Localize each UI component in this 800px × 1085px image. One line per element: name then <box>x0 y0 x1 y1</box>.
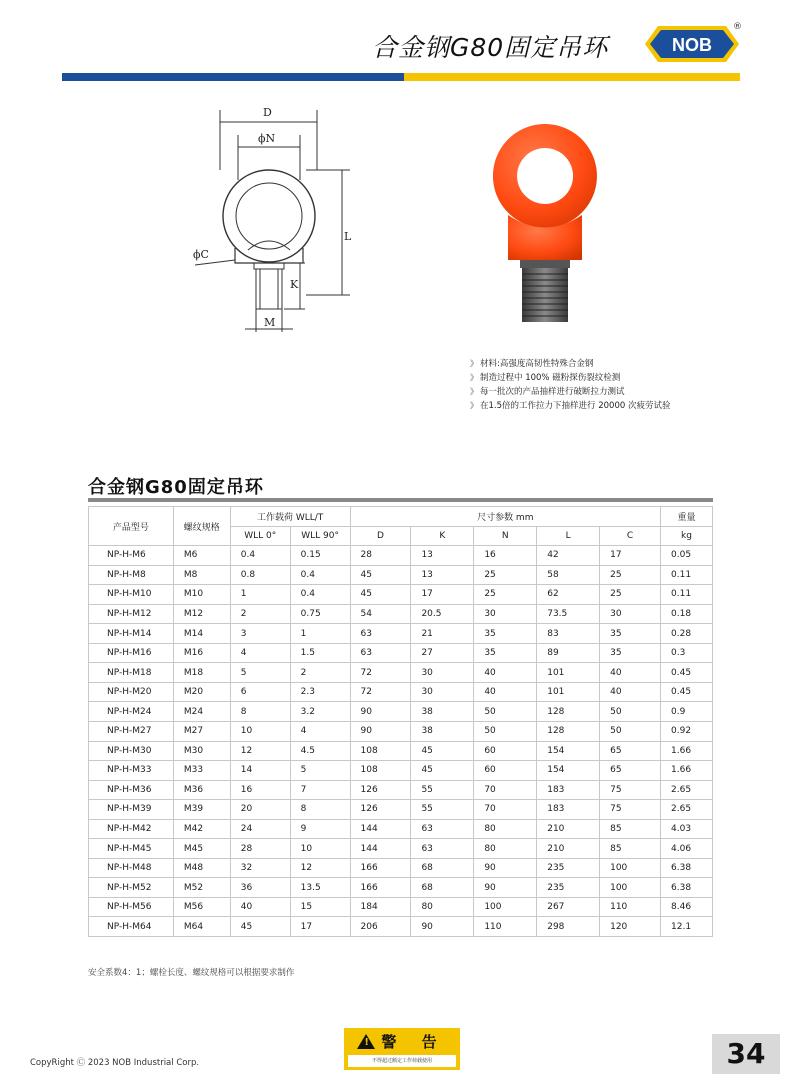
table-cell: 0.4 <box>290 585 350 605</box>
table-cell: 14 <box>230 761 290 781</box>
table-cell: 128 <box>537 702 600 722</box>
table-cell: NP-H-M33 <box>89 761 174 781</box>
table-row <box>89 917 713 937</box>
table-cell: NP-H-M16 <box>89 643 174 663</box>
table-cell: 4.06 <box>661 839 713 859</box>
table-cell: 17 <box>411 585 474 605</box>
section-title: 合金钢G80固定吊环 <box>88 477 264 498</box>
table-row <box>89 897 713 917</box>
table-cell: 12.1 <box>661 917 713 937</box>
table-cell: 45 <box>350 565 411 585</box>
table-cell: 0.45 <box>661 682 713 702</box>
table-cell: M48 <box>173 858 230 878</box>
table-cell: 267 <box>537 897 600 917</box>
table-cell: 144 <box>350 819 411 839</box>
table-cell: 235 <box>537 878 600 898</box>
table-cell: 28 <box>350 546 411 566</box>
table-cell: NP-H-M6 <box>89 546 174 566</box>
footnote: 安全系数4：1；螺栓长度、螺纹规格可以根据要求制作 <box>88 968 295 978</box>
table-cell: 8 <box>290 800 350 820</box>
header-k: K <box>411 526 474 546</box>
table-cell: 5 <box>230 663 290 683</box>
table-cell: 210 <box>537 819 600 839</box>
table-cell: 40 <box>230 897 290 917</box>
header-d: D <box>350 526 411 546</box>
table-cell: 25 <box>474 585 537 605</box>
table-cell: 25 <box>600 585 661 605</box>
table-cell: 80 <box>411 897 474 917</box>
table-cell: 89 <box>537 643 600 663</box>
table-cell: M36 <box>173 780 230 800</box>
feature-item: 》 材料:高强度高韧性特殊合金钢 <box>470 357 670 371</box>
table-cell: NP-H-M30 <box>89 741 174 761</box>
table-cell: 126 <box>350 800 411 820</box>
table-row <box>89 643 713 663</box>
table-cell: 0.8 <box>230 565 290 585</box>
table-cell: 36 <box>230 878 290 898</box>
table-cell: 35 <box>474 643 537 663</box>
table-cell: 2.3 <box>290 682 350 702</box>
table-cell: 144 <box>350 839 411 859</box>
table-cell: 40 <box>474 663 537 683</box>
table-cell: NP-H-M42 <box>89 819 174 839</box>
logo-text: NOB <box>672 35 712 55</box>
table-cell: 183 <box>537 780 600 800</box>
table-cell: 30 <box>411 663 474 683</box>
table-row <box>89 761 713 781</box>
table-cell: 90 <box>350 722 411 742</box>
table-cell: 0.75 <box>290 604 350 624</box>
table-cell: 154 <box>537 741 600 761</box>
table-cell: 0.45 <box>661 663 713 683</box>
table-cell: 8 <box>230 702 290 722</box>
feature-item: 》 在1.5倍的工作拉力下抽样进行 20000 次疲劳试验 <box>470 399 670 413</box>
table-cell: M10 <box>173 585 230 605</box>
table-cell: 75 <box>600 780 661 800</box>
table-cell: 45 <box>411 741 474 761</box>
table-cell: NP-H-M56 <box>89 897 174 917</box>
table-cell: 63 <box>411 839 474 859</box>
eye-bolt-technical-drawing <box>190 100 360 340</box>
table-row <box>89 624 713 644</box>
table-cell: 30 <box>411 682 474 702</box>
table-cell: 1.66 <box>661 741 713 761</box>
header-wll: 工作载荷 WLL/T <box>230 507 350 527</box>
table-cell: 30 <box>474 604 537 624</box>
table-cell: 100 <box>600 878 661 898</box>
table-cell: 45 <box>411 761 474 781</box>
table-cell: 4 <box>230 643 290 663</box>
warning-title: 警 告 <box>381 1032 447 1051</box>
table-cell: 72 <box>350 682 411 702</box>
table-cell: 55 <box>411 800 474 820</box>
header-band-yellow <box>404 73 740 81</box>
table-row <box>89 682 713 702</box>
table-cell: 0.11 <box>661 585 713 605</box>
table-cell: 85 <box>600 839 661 859</box>
table-cell: 50 <box>600 702 661 722</box>
table-cell: 90 <box>350 702 411 722</box>
table-cell: 40 <box>474 682 537 702</box>
table-cell: 12 <box>230 741 290 761</box>
table-cell: 45 <box>230 917 290 937</box>
table-cell: 90 <box>474 858 537 878</box>
table-cell: 210 <box>537 839 600 859</box>
table-cell: 2.65 <box>661 800 713 820</box>
table-cell: 128 <box>537 722 600 742</box>
spec-table <box>88 506 713 937</box>
table-cell: 13.5 <box>290 878 350 898</box>
table-cell: M42 <box>173 819 230 839</box>
table-row <box>89 702 713 722</box>
table-cell: 4.5 <box>290 741 350 761</box>
table-cell: 10 <box>290 839 350 859</box>
table-row <box>89 878 713 898</box>
table-cell: 13 <box>411 546 474 566</box>
table-cell: NP-H-M52 <box>89 878 174 898</box>
header-band-blue <box>62 73 404 81</box>
table-cell: 17 <box>290 917 350 937</box>
table-cell: 38 <box>411 722 474 742</box>
table-cell: NP-H-M48 <box>89 858 174 878</box>
table-cell: 110 <box>474 917 537 937</box>
dim-label-c: ϕC <box>193 248 209 261</box>
table-cell: NP-H-M36 <box>89 780 174 800</box>
table-cell: 60 <box>474 761 537 781</box>
table-cell: 3.2 <box>290 702 350 722</box>
table-cell: 8.46 <box>661 897 713 917</box>
table-cell: 6.38 <box>661 858 713 878</box>
table-cell: 50 <box>600 722 661 742</box>
table-row <box>89 546 713 566</box>
table-cell: 3 <box>230 624 290 644</box>
table-cell: 62 <box>537 585 600 605</box>
table-cell: 0.4 <box>230 546 290 566</box>
table-cell: NP-H-M14 <box>89 624 174 644</box>
table-cell: NP-H-M39 <box>89 800 174 820</box>
table-cell: M33 <box>173 761 230 781</box>
table-cell: 28 <box>230 839 290 859</box>
table-cell: 0.15 <box>290 546 350 566</box>
table-cell: 100 <box>474 897 537 917</box>
table-cell: M52 <box>173 878 230 898</box>
header-kg: kg <box>661 526 713 546</box>
registered-mark: ® <box>733 22 742 32</box>
eye-bolt-product-photo <box>490 120 600 325</box>
table-cell: 10 <box>230 722 290 742</box>
table-cell: 1.5 <box>290 643 350 663</box>
header-thread: 螺纹规格 <box>173 507 230 546</box>
table-row <box>89 663 713 683</box>
table-cell: 73.5 <box>537 604 600 624</box>
table-cell: 90 <box>474 878 537 898</box>
table-cell: NP-H-M64 <box>89 917 174 937</box>
page-title: 合金钢G80固定吊环 <box>372 33 609 62</box>
warning-icon: ! <box>357 1034 375 1049</box>
page-number: 34 <box>712 1034 780 1074</box>
table-cell: 70 <box>474 800 537 820</box>
table-cell: 72 <box>350 663 411 683</box>
table-cell: 1 <box>230 585 290 605</box>
table-cell: 63 <box>350 643 411 663</box>
table-cell: M30 <box>173 741 230 761</box>
table-cell: 5 <box>290 761 350 781</box>
table-cell: M16 <box>173 643 230 663</box>
table-cell: 17 <box>600 546 661 566</box>
table-cell: 40 <box>600 682 661 702</box>
table-cell: 40 <box>600 663 661 683</box>
table-cell: 30 <box>600 604 661 624</box>
warning-subtitle: 不得超过额定工作荷载使用 <box>348 1055 456 1067</box>
table-row <box>89 858 713 878</box>
header-wll90: WLL 90° <box>290 526 350 546</box>
copyright: CopyRight Ⓒ 2023 NOB Industrial Corp. <box>30 1058 200 1068</box>
table-cell: 45 <box>350 585 411 605</box>
table-cell: M8 <box>173 565 230 585</box>
dim-label-k: K <box>290 278 299 291</box>
table-cell: 0.9 <box>661 702 713 722</box>
table-cell: NP-H-M27 <box>89 722 174 742</box>
table-cell: 63 <box>411 819 474 839</box>
table-cell: 35 <box>600 624 661 644</box>
table-cell: M64 <box>173 917 230 937</box>
table-cell: 0.11 <box>661 565 713 585</box>
table-cell: 126 <box>350 780 411 800</box>
table-cell: 2 <box>290 663 350 683</box>
table-cell: 15 <box>290 897 350 917</box>
table-cell: 60 <box>474 741 537 761</box>
table-cell: 80 <box>474 819 537 839</box>
table-cell: 298 <box>537 917 600 937</box>
table-cell: 83 <box>537 624 600 644</box>
table-row <box>89 780 713 800</box>
table-row <box>89 741 713 761</box>
table-cell: 0.4 <box>290 565 350 585</box>
table-cell: 184 <box>350 897 411 917</box>
table-cell: 35 <box>474 624 537 644</box>
table-cell: 24 <box>230 819 290 839</box>
table-row <box>89 800 713 820</box>
table-cell: 6 <box>230 682 290 702</box>
table-cell: 0.92 <box>661 722 713 742</box>
table-cell: 6.38 <box>661 878 713 898</box>
table-cell: M12 <box>173 604 230 624</box>
table-cell: 63 <box>350 624 411 644</box>
table-cell: M24 <box>173 702 230 722</box>
table-cell: 70 <box>474 780 537 800</box>
table-cell: NP-H-M24 <box>89 702 174 722</box>
table-cell: 100 <box>600 858 661 878</box>
header-dims: 尺寸参数 mm <box>350 507 660 527</box>
table-cell: M27 <box>173 722 230 742</box>
table-cell: 2 <box>230 604 290 624</box>
table-cell: 65 <box>600 761 661 781</box>
table-cell: 0.18 <box>661 604 713 624</box>
table-cell: 120 <box>600 917 661 937</box>
table-cell: 101 <box>537 682 600 702</box>
table-cell: 206 <box>350 917 411 937</box>
table-cell: M20 <box>173 682 230 702</box>
table-cell: M14 <box>173 624 230 644</box>
dim-label-d: D <box>263 106 272 119</box>
table-cell: M18 <box>173 663 230 683</box>
table-cell: 54 <box>350 604 411 624</box>
table-cell: 110 <box>600 897 661 917</box>
header-l: L <box>537 526 600 546</box>
nob-logo <box>644 24 740 64</box>
header-weight: 重量 <box>661 507 713 527</box>
table-cell: 108 <box>350 761 411 781</box>
header-model: 产品型号 <box>89 507 174 546</box>
table-cell: 1.66 <box>661 761 713 781</box>
dim-label-l: L <box>344 230 352 243</box>
warning-label <box>344 1028 460 1070</box>
table-cell: 13 <box>411 565 474 585</box>
table-cell: 32 <box>230 858 290 878</box>
table-row <box>89 585 713 605</box>
table-cell: 68 <box>411 858 474 878</box>
table-cell: 7 <box>290 780 350 800</box>
table-row <box>89 565 713 585</box>
table-cell: 90 <box>411 917 474 937</box>
table-row <box>89 819 713 839</box>
header-c: C <box>600 526 661 546</box>
table-cell: NP-H-M45 <box>89 839 174 859</box>
table-cell: 27 <box>411 643 474 663</box>
feature-item: 》 每一批次的产品抽样进行破断拉力测试 <box>470 385 670 399</box>
header-wll0: WLL 0° <box>230 526 290 546</box>
table-cell: 50 <box>474 702 537 722</box>
table-cell: M45 <box>173 839 230 859</box>
table-cell: 75 <box>600 800 661 820</box>
header-n: N <box>474 526 537 546</box>
table-cell: 166 <box>350 858 411 878</box>
table-cell: NP-H-M18 <box>89 663 174 683</box>
table-cell: NP-H-M10 <box>89 585 174 605</box>
table-cell: 20 <box>230 800 290 820</box>
table-cell: 235 <box>537 858 600 878</box>
dim-label-m: M <box>264 316 276 329</box>
table-cell: 16 <box>230 780 290 800</box>
table-cell: 35 <box>600 643 661 663</box>
table-row <box>89 839 713 859</box>
table-cell: 65 <box>600 741 661 761</box>
table-cell: 4 <box>290 722 350 742</box>
table-row <box>89 722 713 742</box>
table-cell: 0.28 <box>661 624 713 644</box>
table-cell: 16 <box>474 546 537 566</box>
table-row <box>89 604 713 624</box>
dim-label-n: ϕN <box>258 132 276 145</box>
table-cell: NP-H-M20 <box>89 682 174 702</box>
table-cell: 85 <box>600 819 661 839</box>
table-cell: 58 <box>537 565 600 585</box>
table-cell: 183 <box>537 800 600 820</box>
table-cell: 0.3 <box>661 643 713 663</box>
table-cell: M6 <box>173 546 230 566</box>
feature-item: 》 制造过程中 100% 磁粉探伤裂纹检测 <box>470 371 670 385</box>
table-cell: M39 <box>173 800 230 820</box>
section-rule <box>88 498 713 502</box>
table-cell: 21 <box>411 624 474 644</box>
table-cell: 55 <box>411 780 474 800</box>
table-cell: 101 <box>537 663 600 683</box>
table-cell: 20.5 <box>411 604 474 624</box>
table-cell: 12 <box>290 858 350 878</box>
table-cell: 80 <box>474 839 537 859</box>
table-cell: 9 <box>290 819 350 839</box>
table-cell: 25 <box>474 565 537 585</box>
table-cell: 50 <box>474 722 537 742</box>
table-cell: 38 <box>411 702 474 722</box>
table-cell: 166 <box>350 878 411 898</box>
table-cell: M56 <box>173 897 230 917</box>
table-cell: NP-H-M12 <box>89 604 174 624</box>
table-cell: 2.65 <box>661 780 713 800</box>
table-cell: 108 <box>350 741 411 761</box>
table-cell: 68 <box>411 878 474 898</box>
table-cell: 1 <box>290 624 350 644</box>
feature-list <box>470 357 670 413</box>
table-cell: 25 <box>600 565 661 585</box>
table-cell: NP-H-M8 <box>89 565 174 585</box>
table-cell: 42 <box>537 546 600 566</box>
table-cell: 0.05 <box>661 546 713 566</box>
table-cell: 4.03 <box>661 819 713 839</box>
table-cell: 154 <box>537 761 600 781</box>
